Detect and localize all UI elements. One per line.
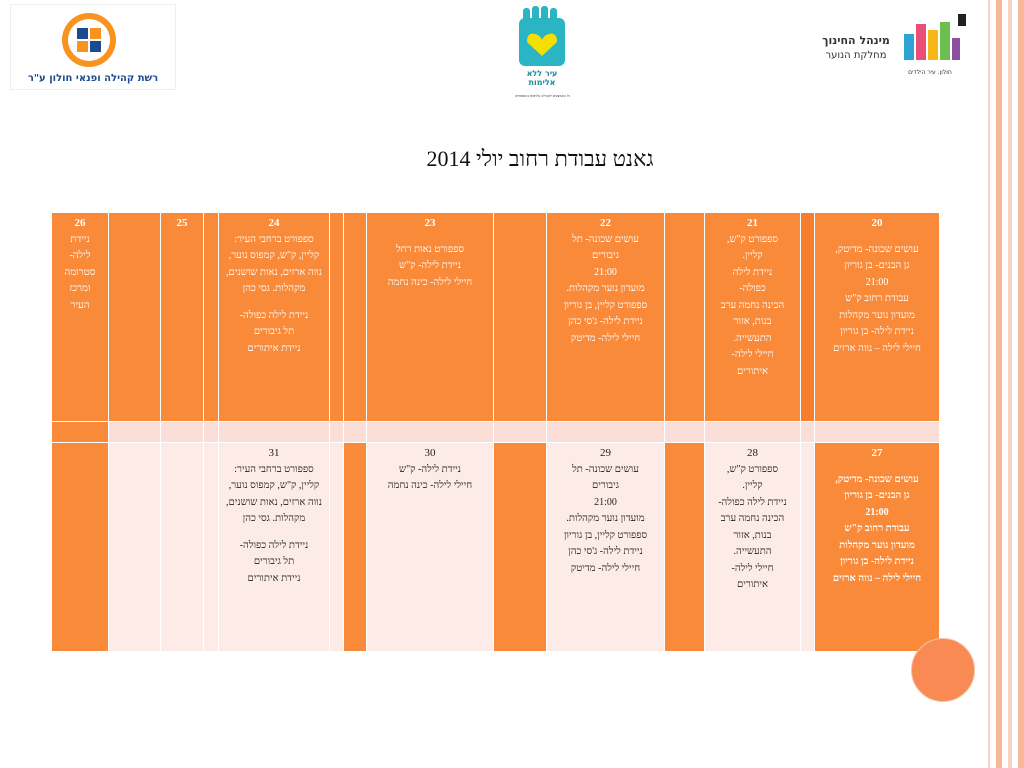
day-number: 28 [747, 447, 758, 459]
spacer-cell [801, 443, 815, 652]
day-cell-29 [547, 443, 665, 652]
activity-line: בנות, אזור [733, 316, 772, 327]
mid-logo-caption-3: כל האמצעים לקהילה אלימות בהתמודדות [515, 94, 570, 98]
spacer-cell [109, 213, 161, 422]
spacer-cell [204, 443, 219, 652]
spacer-cell [494, 213, 547, 422]
activity-line: 21:00 [865, 276, 889, 288]
activity-line: עושים שכונה- תל [572, 463, 639, 475]
spacer-cell [344, 213, 367, 422]
gantt-week-1-row [52, 213, 940, 422]
activity-line: חיילי לילה- [731, 349, 774, 360]
day-cell-30 [367, 443, 494, 652]
activity-line: חיילי לילה – נווה ארזים [833, 342, 921, 354]
activity-line: התעשייה. [733, 332, 772, 344]
activity-line [818, 462, 936, 472]
city-without-violence-logo [515, 6, 570, 104]
spacer-cell [330, 213, 344, 422]
right-logo-caption-2: מחלקת הנוער [825, 50, 887, 61]
activity-line: ספפורט קליין, בן גוריון [563, 299, 648, 311]
decorative-stripes [984, 0, 1024, 768]
day-cell-27 [815, 443, 940, 652]
spacer-cell [665, 443, 705, 652]
day-activities [818, 462, 936, 588]
spacer-cell [109, 443, 161, 652]
day-activities [222, 462, 326, 588]
activity-line: עושים שכונה- תל [572, 233, 639, 245]
spacer-cell [665, 213, 705, 422]
activity-line: ספפורט ברחבי העיר: [234, 233, 314, 245]
activity-line [222, 528, 326, 538]
day-number: 24 [268, 217, 280, 229]
day-activities [370, 232, 490, 292]
activity-line: ספפורט ק"ש, [726, 233, 779, 245]
activity-line: נווה ארזים, נאות שושנים, [226, 496, 322, 508]
activity-line: חיילי לילה- כינה נחמה [387, 276, 473, 288]
decorative-circle [911, 638, 975, 702]
activity-line: ספפורט קליין, בן גוריון [563, 529, 648, 541]
education-administration-logo [810, 12, 968, 80]
gantt-table [51, 212, 940, 652]
day-number: 29 [600, 447, 611, 459]
holon-community-logo [10, 4, 176, 90]
day-number: 27 [871, 447, 883, 459]
day-activities [550, 232, 661, 348]
activity-line: התעשייה. [733, 546, 772, 557]
spacer-cell [344, 443, 367, 652]
activity-line: מועדון נוער מקהלות [839, 539, 915, 551]
activity-line: איתורים [736, 365, 769, 377]
day-cell-20 [815, 213, 940, 422]
activity-line: מועדון נוער מקהלות. [566, 283, 645, 294]
day-activities [55, 232, 105, 315]
activity-line: ניידת לילה כפולה- [239, 539, 309, 551]
mid-logo-caption-2: אלימות [528, 78, 556, 87]
day-number: 25 [176, 217, 188, 229]
activity-line: גן הבנים- בן גוריון [844, 490, 910, 501]
activity-line: ניידת לילה- ק"ש [399, 260, 461, 271]
activity-line: קליין. [742, 250, 763, 261]
activity-line: תל גיבורים [253, 326, 295, 337]
activity-line: גיבורים [591, 250, 620, 261]
activity-line: 21:00 [594, 496, 617, 508]
activity-line: קליין, ק"ש, קמפוס נוער, [228, 480, 320, 491]
activity-line: ניידת לילה כפולה- [239, 309, 309, 321]
day-activities [708, 462, 797, 594]
activity-line: גיבורים [591, 480, 620, 491]
activity-line: ניידת לילה- ג'סי כהן [568, 316, 643, 327]
activity-line: חיילי לילה- מדיטק [570, 562, 641, 574]
activity-line: מועדון נוער מקהלות. [566, 513, 645, 524]
right-logo-caption-3: חולון. עיר הילדים [908, 69, 952, 76]
day-activities [222, 232, 326, 358]
activity-line [370, 232, 490, 242]
spacer-cell [204, 213, 219, 422]
activity-line: תל גיבורים [253, 556, 295, 567]
activity-line: מקהלות. גסי כהן [242, 283, 306, 294]
activity-line: חיילי לילה- כינה נחמה [387, 480, 473, 491]
left-logo-caption: רשת קהילה ופנאי חולון ע"ר [27, 73, 159, 84]
activity-line: סטרומה [64, 266, 96, 278]
page-title: גאנט עבודת רחוב יולי 2014 [426, 146, 654, 171]
activity-line: כפולה- [739, 283, 766, 294]
day-activities [370, 462, 490, 495]
day-number: 26 [74, 217, 86, 229]
gantt-separator-row [52, 422, 940, 443]
activity-line: עושים שכונה- מדיטק, [835, 473, 919, 485]
activity-line: ניידת לילה כפולה- [718, 496, 787, 508]
activity-line: קליין. [742, 480, 763, 491]
day-cell-28 [705, 443, 801, 652]
activity-line: ניידת איתורים [247, 572, 301, 584]
activity-line: חיילי לילה – נווה ארזים [832, 572, 922, 584]
day-cell-25 [161, 213, 204, 422]
activity-line: חיילי לילה- מדיטק [570, 332, 641, 344]
activity-line: מועדון נוער מקהלות [839, 309, 915, 321]
activity-line: ניידת לילה- בן גוריון [840, 326, 914, 337]
day-activities [708, 232, 797, 381]
spacer-cell [161, 443, 204, 652]
activity-line: ניידת לילה [732, 266, 773, 278]
right-logo-caption-1: מינהל החינוך [822, 34, 890, 47]
activity-line: ומרכז [69, 283, 91, 294]
activity-line: בנות, אזור [733, 529, 772, 541]
mid-logo-caption-1: עיר ללא [526, 69, 558, 78]
activity-line [222, 298, 326, 308]
day-number: 23 [424, 217, 436, 229]
day-cell-26 [52, 213, 109, 422]
activity-line: ניידת איתורים [247, 342, 301, 354]
activity-line: ניידת לילה- ק"ש [399, 463, 461, 475]
spacer-cell [801, 213, 815, 422]
day-number: 21 [747, 217, 758, 229]
activity-line: עושים שכונה- מדיטק, [835, 243, 919, 255]
day-activities [550, 462, 661, 578]
day-cell-23 [367, 213, 494, 422]
day-number: 22 [600, 217, 611, 229]
activity-line: 21:00 [594, 266, 617, 278]
day-cell-21 [705, 213, 801, 422]
activity-line: הכינה נחמה ערב [720, 513, 785, 524]
activity-line: איתורים [736, 579, 769, 590]
activity-line: ניידת לילה- ג'סי כהן [568, 546, 643, 557]
activity-line: העיר [70, 299, 90, 311]
spacer-cell [494, 443, 547, 652]
activity-line: קליין, ק"ש, קמפוס נוער, [228, 250, 320, 261]
spacer-cell [330, 443, 344, 652]
activity-line: חיילי לילה- [731, 562, 774, 574]
gantt-week-2-row [52, 443, 940, 652]
day-number: 31 [268, 447, 280, 459]
activity-line: עבודת רחוב ק"ש [844, 523, 910, 534]
day-activities [818, 232, 936, 358]
activity-line: ספפורט ק"ש, [726, 463, 779, 475]
activity-line: ניידת [70, 233, 90, 245]
activity-line [818, 232, 936, 242]
activity-line: ספפורט נאות רחל [395, 243, 465, 255]
day-cell-31 [219, 443, 330, 652]
day-number: 20 [871, 217, 883, 229]
activity-line: עבודת רחוב ק"ש [845, 293, 909, 304]
activity-line: ניידת לילה- בן גוריון [840, 556, 914, 567]
activity-line: גן הבנים- בן גוריון [844, 260, 910, 271]
activity-line: ספפורט ברחבי העיר: [234, 463, 314, 475]
day-cell-22 [547, 213, 665, 422]
activity-line: מקהלות. גסי כהן [242, 513, 306, 524]
activity-line: נווה ארזים, נאות שושנים, [226, 266, 322, 278]
day-number: 30 [424, 447, 436, 459]
day-cell-24 [219, 213, 330, 422]
activity-line: לילה- [69, 250, 91, 261]
activity-line: הכינה נחמה ערב [720, 299, 785, 311]
activity-line: 21:00 [865, 506, 889, 518]
spacer-cell [52, 443, 109, 652]
